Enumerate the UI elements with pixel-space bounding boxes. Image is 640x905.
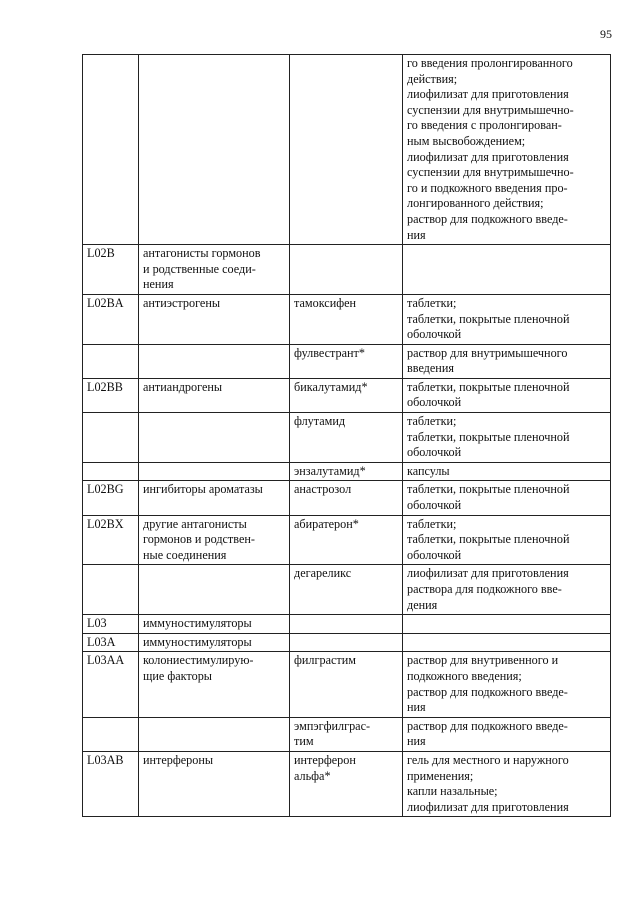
forms-line: раствор для внутримышечного [407,345,568,360]
dosage-forms-cell [403,462,611,481]
atc-code-cell: L02BA [83,294,139,344]
forms-line: капсулы [407,463,450,478]
group-line: ные соединения [143,547,227,562]
atc-code-cell: L02BB [83,378,139,412]
name-line: флутамид [294,414,346,429]
dosage-forms-cell [403,413,611,463]
forms-line: капли назальные; [407,784,498,799]
forms-line: суспензии для внутримышечно- [407,165,574,180]
page-number: 95 [600,27,612,41]
group-line: антагонисты гормонов [143,246,261,261]
table-row [83,462,611,481]
forms-line: оболочкой [407,547,462,562]
drug-name-cell [290,633,403,652]
drug-table [82,54,611,817]
dosage-forms-cell [403,717,611,751]
group-name-cell [139,751,290,816]
drug-name-cell [290,378,403,412]
group-line: антиэстрогены [143,295,221,310]
dosage-forms-cell [403,652,611,717]
name-line: анастрозол [294,482,352,497]
forms-line: раствор для подкожного введе- [407,211,568,226]
forms-line: раствора для подкожного вве- [407,582,562,596]
atc-code-cell [83,717,139,751]
table-row [83,55,611,245]
name-line: абиратерон* [294,516,359,531]
group-line: иммуностимуляторы [143,616,252,631]
dosage-forms-cell [403,245,611,295]
group-name-cell [139,55,290,245]
group-name-cell [139,717,290,751]
group-name-cell [139,633,290,652]
table-row [83,344,611,378]
drug-name-cell [290,565,403,615]
table-row [83,615,611,634]
atc-code-cell: L02BX [83,515,139,565]
forms-line: оболочкой [407,327,462,342]
dosage-forms-cell [403,344,611,378]
dosage-forms-cell [403,294,611,344]
table-body [83,55,611,817]
group-line: щие факторы [143,668,212,683]
table-row [83,565,611,615]
drug-name-cell [290,481,403,515]
atc-code-cell: L03A [83,633,139,652]
forms-line: го введения пролонгированного [407,56,573,70]
group-name-cell [139,462,290,481]
forms-line: го введения с пролонгирован- [407,118,562,133]
name-line: альфа* [294,768,331,783]
atc-code-cell [83,55,139,245]
dosage-forms-cell [403,481,611,515]
atc-code-cell: L02BG [83,481,139,515]
atc-code-cell: L02B [83,245,139,295]
group-line: и родственные соеди- [143,261,256,276]
dosage-forms-cell [403,565,611,615]
name-line: тим [294,734,314,749]
forms-line: таблетки, покрытые пленочной [407,429,570,444]
forms-line: гель для местного и наружного [407,752,569,767]
forms-line: ния [407,734,426,749]
drug-name-cell [290,717,403,751]
group-line: гормонов и родствен- [143,532,255,547]
group-name-cell [139,615,290,634]
drug-name-cell [290,615,403,634]
forms-line: таблетки; [407,414,457,429]
forms-line: применения; [407,768,474,783]
forms-line: ния [407,227,426,242]
name-line: фулвестрант* [294,345,365,360]
group-name-cell [139,565,290,615]
table-row [83,481,611,515]
forms-line: подкожного введения; [407,668,522,683]
atc-code-cell [83,565,139,615]
forms-line: ния [407,700,426,715]
drug-name-cell [290,55,403,245]
atc-code-cell: L03AB [83,751,139,816]
dosage-forms-cell [403,633,611,652]
dosage-forms-cell [403,378,611,412]
dosage-forms-cell [403,55,611,245]
name-line: дегареликс [294,566,352,581]
dosage-forms-cell [403,751,611,816]
name-line: интерферон [294,752,356,767]
forms-line: лиофилизат для приготовления [407,87,569,102]
forms-line: таблетки; [407,295,457,310]
group-name-cell [139,515,290,565]
atc-code-cell: L03AA [83,652,139,717]
forms-line: оболочкой [407,498,462,513]
forms-line: суспензии для внутримышечно- [407,102,574,117]
group-line: нения [143,277,174,292]
table-row [83,245,611,295]
drug-name-cell [290,462,403,481]
forms-line: таблетки, покрытые пленочной [407,482,570,497]
group-line: интерфероны [143,752,214,767]
group-name-cell [139,378,290,412]
dosage-forms-cell [403,615,611,634]
name-line: тамоксифен [294,295,357,310]
table-row [83,652,611,717]
forms-line: раствор для подкожного введе- [407,718,568,733]
atc-code-cell [83,413,139,463]
forms-line: оболочкой [407,395,462,410]
forms-line: лиофилизат для приготовления [407,149,569,164]
forms-line: таблетки; [407,516,457,531]
drug-name-cell [290,413,403,463]
forms-line: действия; [407,71,458,86]
forms-line: ным высвобождением; [407,133,526,148]
table-row [83,717,611,751]
drug-name-cell [290,515,403,565]
forms-line: лонгированного действия; [407,196,544,211]
drug-name-cell [290,245,403,295]
atc-code-cell: L03 [83,615,139,634]
name-line: филграстим [294,653,356,668]
table-row [83,515,611,565]
group-name-cell [139,294,290,344]
table-row [83,294,611,344]
forms-line: таблетки, покрытые пленочной [407,311,570,326]
table-row [83,751,611,816]
forms-line: дения [407,597,438,612]
drug-name-cell [290,344,403,378]
drug-name-cell [290,294,403,344]
drug-name-cell [290,751,403,816]
forms-line: таблетки, покрытые пленочной [407,379,570,394]
group-name-cell [139,413,290,463]
group-name-cell [139,481,290,515]
group-line: колониестимулирую- [143,653,254,668]
forms-line: оболочкой [407,445,462,460]
group-name-cell [139,245,290,295]
group-line: антиандрогены [143,379,223,394]
atc-code-cell [83,344,139,378]
name-line: бикалутамид* [294,379,368,394]
forms-line: введения [407,361,454,376]
table-row [83,378,611,412]
name-line: эмпэгфилграс- [294,718,371,733]
table-row [83,633,611,652]
forms-line: го и подкожного введения про- [407,180,568,195]
forms-line: таблетки, покрытые пленочной [407,532,570,547]
forms-line: лиофилизат для приготовления [407,566,569,581]
group-name-cell [139,344,290,378]
forms-line: лиофилизат для приготовления [407,799,569,814]
table-row [83,413,611,463]
atc-code-cell [83,462,139,481]
forms-line: раствор для подкожного введе- [407,684,568,699]
name-line: энзалутамид* [294,463,366,478]
dosage-forms-cell [403,515,611,565]
group-line: ингибиторы ароматазы [143,482,263,497]
drug-name-cell [290,652,403,717]
group-line: другие антагонисты [143,516,247,531]
group-name-cell [139,652,290,717]
group-line: иммуностимуляторы [143,634,252,649]
forms-line: раствор для внутривенного и [407,653,559,668]
